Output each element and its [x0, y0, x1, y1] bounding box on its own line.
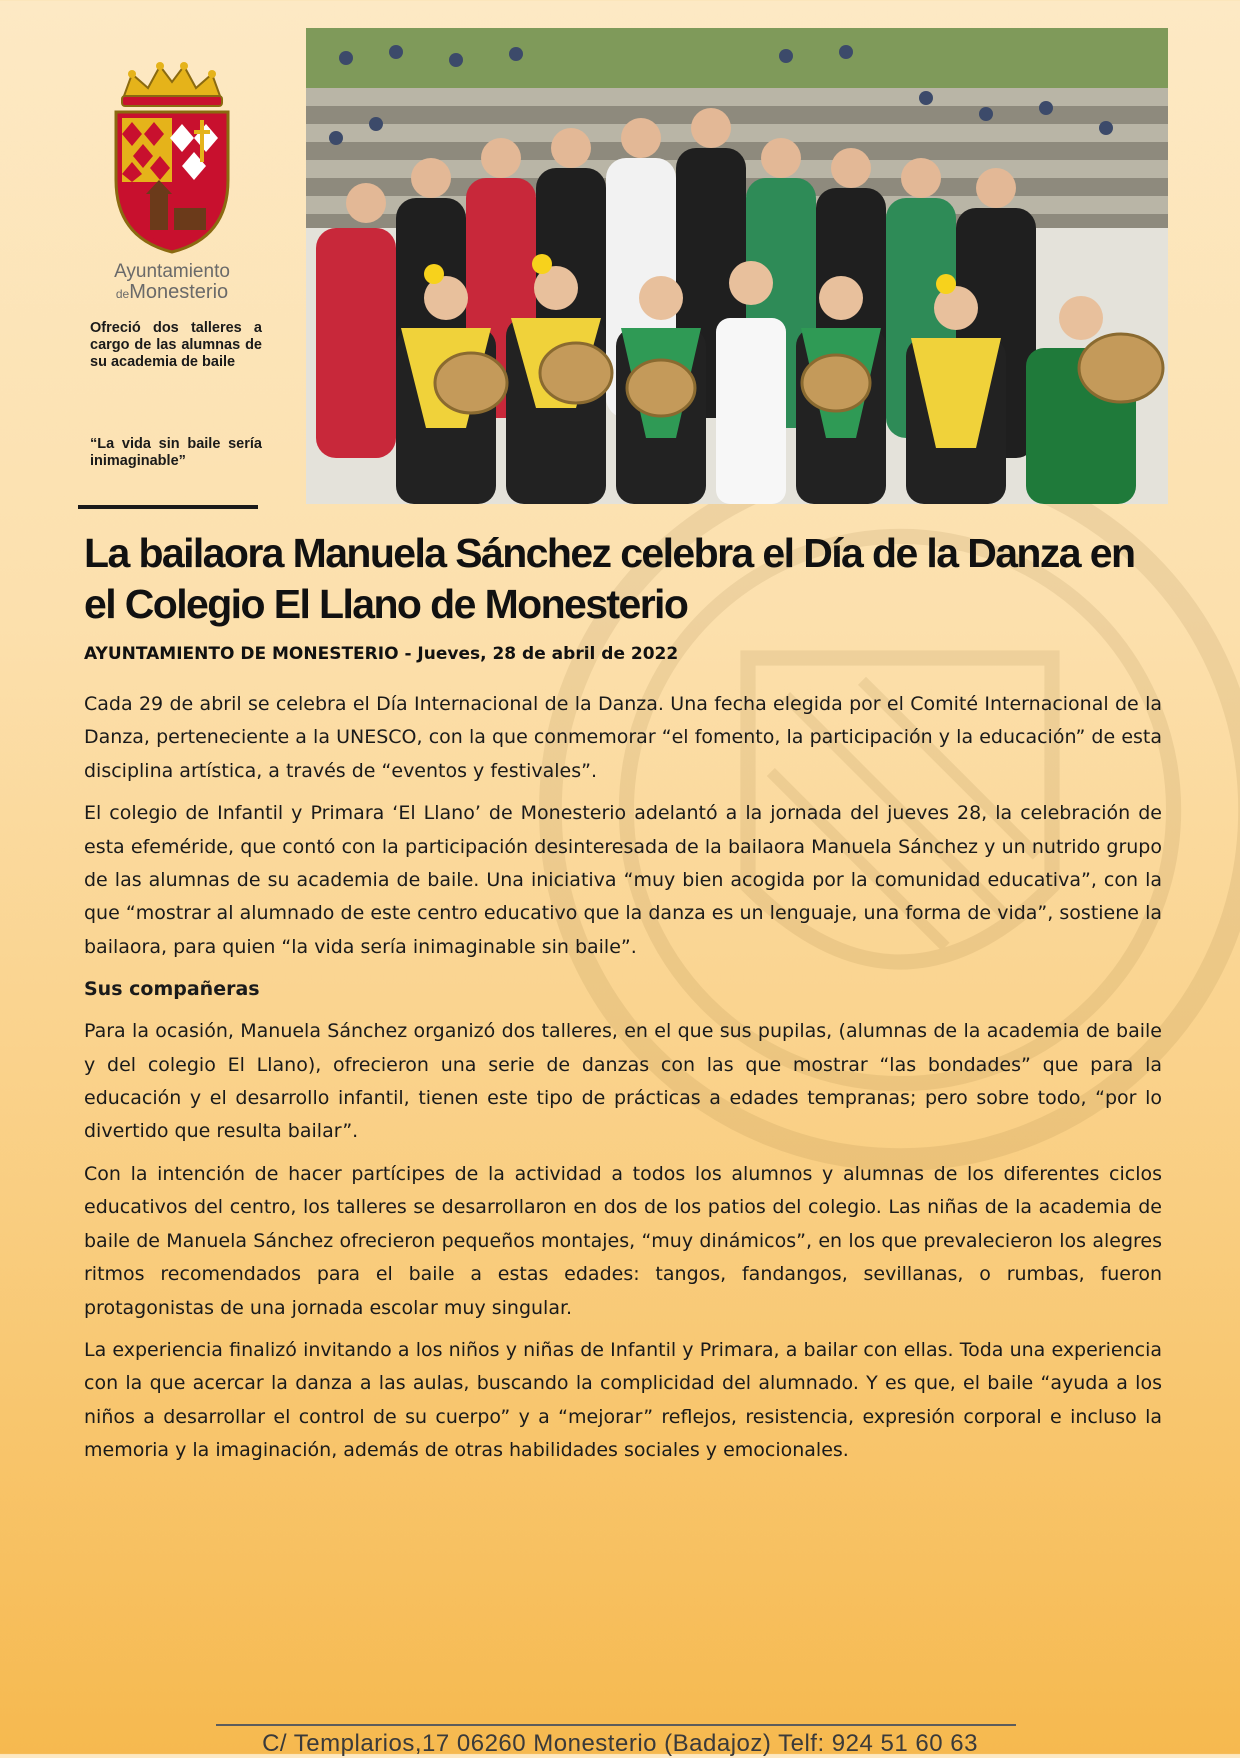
- body-paragraph: El colegio de Infantil y Primara ‘El Llano’ de Monesterio adelantó a la jornada del jueves 28, la celebración de esta efeméride, que contó con la participación desinteresada de la bailaora Manuela Sánchez y un nutrido grupo de las alumnas de su academia de baile. Una iniciativa “muy bien acogida por la comunidad educativa”, con la que “mostrar al alumnado de este centro educativo que la danza es un lenguaje, una forma de vida”, sostiene la bailaora, para quien “la vida sería inimaginable sin baile”.: [84, 802, 1162, 958]
- logo-name-line2: deMonesterio: [115, 281, 229, 303]
- article-title: La bailaora Manuela Sánchez celebra el Día de la Danza en el Colegio El Llano de Monesterio: [84, 530, 1135, 627]
- logo-name-line1: Ayuntamiento: [114, 261, 230, 282]
- dancers-photo-illustration: [306, 28, 1168, 504]
- article-byline: AYUNTAMIENTO DE MONESTERIO - Jueves, 28 de abril de 2022: [84, 644, 679, 664]
- article-photo: [306, 28, 1168, 504]
- body-paragraph: Cada 29 de abril se celebra el Día Internacional de la Danza. Una fecha elegida por el Comité Internacional de la Danza, perteneciente a la UNESCO, con la que conmemorar “el fomento, la participación y la educación” de esta disciplina artística, a través de “eventos y festivales”.: [84, 693, 1162, 782]
- sidebar-summary: Ofreció dos talleres a cargo de las alumnas de su academia de baile: [90, 320, 262, 370]
- sidebar-quote: “La vida sin baile sería inimaginable”: [90, 436, 262, 469]
- municipal-logo: [86, 62, 258, 304]
- body-paragraph: Con la intención de hacer partícipes de la actividad a todos los alumnos y alumnas de los diferentes ciclos educativos del centro, los talleres se desarrollaron en dos de los patios del colegio. Las niñas de la academia de baile de Manuela Sánchez ofrecieron pequeños montajes, “muy dinámicos”, en los que prevalecieron los alegres ritmos recomendados para el baile a estas edades: tangos, fandangos, sevillanas, o rumbas, fueron protagonistas de una jornada escolar muy singular.: [84, 1162, 1162, 1319]
- footer-address: C/ Templarios,17 06260 Monesterio (Badajoz) Telf: 924 51 60 63: [262, 1730, 978, 1757]
- sidebar-divider: [78, 505, 258, 509]
- coat-of-arms-icon: [102, 62, 242, 258]
- body-paragraph: La experiencia finalizó invitando a los niños y niñas de Infantil y Primara, a bailar con ellas. Toda una experiencia con la que acercar la danza a las aulas, buscando la complicidad del alumnado. Y es que, el baile “ayuda a los niños a desarrollar el control de su cuerpo” y a “mejorar” reflejos, resistencia, expresión corporal e incluso la memoria y la imaginación, además de otras habilidades sociales y emocionales.: [84, 1338, 1162, 1462]
- article-subheading: Sus compañeras: [84, 978, 260, 1001]
- footer-divider: [216, 1724, 1016, 1726]
- article-body: [84, 688, 1162, 1477]
- body-paragraph: Para la ocasión, Manuela Sánchez organizó dos talleres, en el que sus pupilas, (alumnas de la academia de baile y del colegio El Llano), ofrecieron una serie de danzas con las que mostrar “las bondades” que para la educación y el desarrollo infantil, tienen este tipo de prácticas a edades tempranas; pero sobre todo, “por lo divertido que resulta bailar”.: [84, 1020, 1162, 1143]
